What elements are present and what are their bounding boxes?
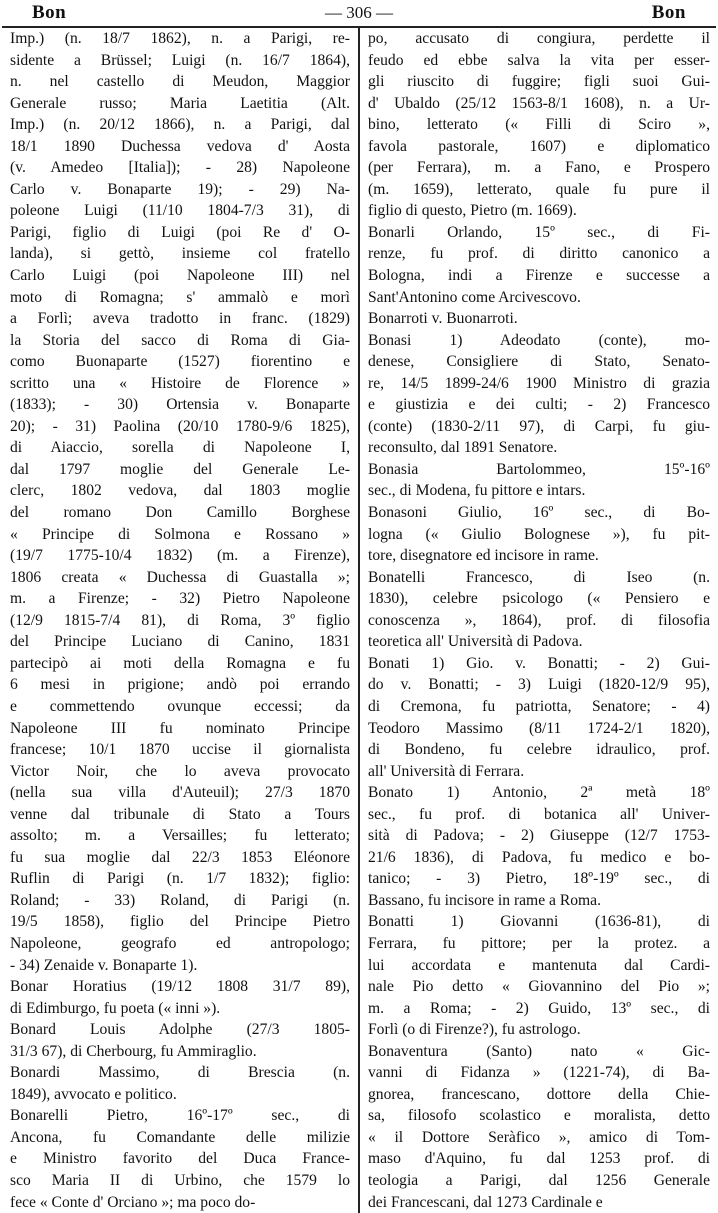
text-line: Bonard Louis Adolphe (27/3 1805- — [10, 1021, 350, 1039]
text-line: Bonarroti v. Buonarroti. — [368, 310, 518, 328]
text-line: (v. Amedeo [Italia]); - 28) Napoleone — [10, 159, 350, 177]
text-line: nale Pio detto « Giovannino del Pio »; — [368, 978, 710, 996]
text-line: favola pastorale, 1607) e diplomatico — [368, 137, 710, 155]
text-line: figlio di questo, Pietro (m. 1669). — [368, 202, 577, 220]
text-line: « Principe di Solmona e Rossano » — [10, 525, 350, 543]
text-line: assolto; m. a Versailles; fu letterato; — [10, 827, 350, 845]
text-line: 6 mesi in prigione; andò poi errando — [10, 676, 350, 694]
text-line: moto di Romagna; s' ammalò e morì — [10, 288, 350, 306]
text-line: sa, filosofo scolastico e moralista, detto — [368, 1107, 710, 1125]
text-line: 1806 creata « Duchessa di Guastalla »; — [10, 568, 350, 586]
text-line: renze, fu prof. di diritto canonico a — [368, 245, 710, 263]
text-line: partecipò ai moti della Romagna e fu — [10, 654, 350, 672]
text-line: di Edimburgo, fu poeta (« inni »). — [10, 999, 221, 1017]
two-column-body — [10, 28, 712, 1213]
text-line: (per Ferrara), m. a Fano, e Prospero — [368, 159, 710, 177]
text-line: tore, disegnatore ed incisore in rame. — [368, 547, 599, 565]
text-line: scritto una « Histoire de Florence » — [10, 374, 350, 392]
text-line: la Storia del sacco di Roma di Gia- — [10, 331, 350, 349]
text-line: bino, letterato (« Filli di Sciro », — [368, 116, 710, 134]
text-line: sec., fu prof. di botanica all' Univer- — [368, 805, 710, 823]
text-line: teologia a Parigi, dal 1256 Generale — [368, 1171, 710, 1189]
right-column — [360, 28, 710, 1213]
running-header — [2, 0, 716, 28]
page-number: — 306 — — [325, 3, 393, 22]
text-line: Ruflin di Parigi (n. 1/7 1832); figlio: — [10, 870, 350, 888]
text-line: Parigi, figlio di Luigi (poi Re d' O- — [10, 223, 350, 241]
text-line: Bonato 1) Antonio, 2ª metà 18º — [368, 784, 710, 802]
text-line: Ancona, fu Comandante delle milizie — [10, 1128, 350, 1146]
text-line: Ferrara, fu pittore; per la protez. a — [368, 934, 710, 952]
text-line: Bonati 1) Gio. v. Bonatti; - 2) Gui- — [368, 654, 710, 672]
text-line: Bonasi 1) Adeodato (conte), mo- — [368, 331, 710, 349]
text-line: Bonatti 1) Giovanni (1636-81), di — [368, 913, 710, 931]
text-line: landa), si gettò, insieme col fratello — [10, 245, 350, 263]
text-line: all' Università di Ferrara. — [368, 762, 525, 780]
text-line: fece « Conte d' Orciano »; ma poco do- — [10, 1193, 256, 1211]
text-line: Roland; - 33) Roland, di Parigi (n. — [10, 891, 350, 909]
text-line: Carlo Luigi (poi Napoleone III) nel — [10, 267, 350, 285]
text-line: feudo ed ebbe salva la vita per esser- — [368, 51, 710, 69]
text-line: sidente a Brüssel; Luigi (n. 16/7 1864), — [10, 51, 350, 69]
left-running-headword: Bon — [32, 2, 67, 23]
text-line: Napoleone III fu nominato Principe — [10, 719, 350, 737]
text-line: (nella sua villa d'Auteuil); 27/3 1870 — [10, 784, 350, 802]
text-line: (1833); - 30) Ortensia v. Bonaparte — [10, 396, 350, 414]
text-line: Bonarelli Pietro, 16º-17º sec., di — [10, 1107, 350, 1125]
text-line: gli riuscito di fuggire; figli suoi Gui- — [368, 73, 710, 91]
text-line: e giustizia e dei culti; - 2) Francesco — [368, 396, 710, 414]
text-line: Napoleone, geografo ed antropologo; — [10, 934, 350, 952]
text-line: vanni di Fidanza » (1221-74), di Ba- — [368, 1064, 710, 1082]
text-line: Bonardi Massimo, di Brescia (n. — [10, 1064, 350, 1082]
text-line: di Cremona, fu patriotta, Senatore; - 4) — [368, 697, 710, 715]
text-line: 21/6 1836), di Padova, fu medico e bo- — [368, 848, 710, 866]
text-line: francese; 10/1 1870 uccise il giornalista — [10, 741, 350, 759]
text-line: 1830), celebre psicologo (« Pensiero e — [368, 590, 710, 608]
text-line: Bassano, fu incisore in rame a Roma. — [368, 891, 601, 909]
text-line: 31/3 67), di Cherbourg, fu Ammiraglio. — [10, 1042, 257, 1060]
text-line: reconsulto, dal 1891 Senatore. — [368, 439, 558, 457]
text-line: dal 1797 moglie del Generale Le- — [10, 460, 350, 478]
text-line: clerc, 1802 vedova, dal 1803 moglie — [10, 482, 350, 500]
text-line: Bonar Horatius (19/12 1808 31/7 89), — [10, 978, 350, 996]
text-line: logna (« Giulio Bolognese »), fu pit- — [368, 525, 710, 543]
text-line: Victor Noir, che lo aveva provocato — [10, 762, 350, 780]
text-line: Bonatelli Francesco, di Iseo (n. — [368, 568, 710, 586]
text-line: Teodoro Massimo (8/11 1724-2/1 1820), — [368, 719, 710, 737]
text-line: 19/5 1858), figlio del Principe Pietro — [10, 913, 350, 931]
text-line: m. a Firenze; - 32) Pietro Napoleone — [10, 590, 350, 608]
text-line: - 34) Zenaide v. Bonaparte 1). — [10, 956, 198, 974]
text-line: (m. 1659), letterato, quale fu pure il — [368, 180, 710, 198]
text-line: Imp.) (n. 18/7 1862), n. a Parigi, re- — [10, 30, 350, 47]
text-line: como Buonaparte (1527) fiorentino e — [10, 353, 350, 371]
text-line: Bologna, indi a Firenze e successe a — [368, 267, 710, 285]
text-line: 1849), avvocato e politico. — [10, 1085, 177, 1103]
text-line: 18/1 1890 Duchessa vedova d' Aosta — [10, 137, 350, 155]
text-line: Bonasoni Giulio, 16º sec., di Bo- — [368, 504, 710, 522]
text-line: do v. Bonatti; - 3) Luigi (1820-12/9 95), — [368, 676, 710, 694]
text-line: n. nel castello di Meudon, Maggior — [10, 73, 350, 91]
text-line: e Ministro favorito del Duca France- — [10, 1150, 350, 1168]
text-line: Bonarli Orlando, 15º sec., di Fi- — [368, 223, 710, 241]
text-line: e commettendo ovunque eccessi; da — [10, 697, 350, 715]
text-line: Imp.) (n. 20/12 1866), n. a Parigi, dal — [10, 116, 350, 134]
text-line: m. a Roma; - 2) Guido, 13º sec., di — [368, 999, 710, 1017]
text-line: (conte) (1830-2/11 97), di Carpi, fu giu- — [368, 417, 710, 435]
text-line: Carlo v. Bonaparte 19); - 29) Na- — [10, 180, 350, 198]
text-line: po, accusato di congiura, perdette il — [368, 30, 710, 47]
text-line: di Aiaccio, sorella di Napoleone I, — [10, 439, 350, 457]
text-line: re, 14/5 1899-24/6 1900 Ministro di grazia — [368, 374, 710, 392]
text-line: Forlì (o di Firenze?), fu astrologo. — [368, 1021, 581, 1039]
text-line: Bonasia Bartolommeo, 15º-16º — [368, 460, 710, 478]
text-line: a Forlì; aveva tradotto in franc. (1829) — [10, 310, 350, 328]
text-line: sec., di Modena, fu pittore e intars. — [368, 482, 586, 500]
text-line: gnorea, francescano, dottore della Chie- — [368, 1085, 710, 1103]
text-line: di Bondeno, fu celebre idraulico, prof. — [368, 741, 710, 759]
text-line: del romano Don Camillo Borghese — [10, 504, 350, 522]
text-line: « il Dottore Seràfico », amico di Tom- — [368, 1128, 710, 1146]
text-line: Bonaventura (Santo) nato « Gic- — [368, 1042, 710, 1060]
right-running-headword: Bon — [651, 2, 686, 23]
text-line: lui accordata e mantenuta dal Cardi- — [368, 956, 710, 974]
text-line: dei Francescani, dal 1273 Cardinale e — [368, 1193, 603, 1211]
text-line: sità di Padova; - 2) Giuseppe (12/7 1753- — [368, 827, 710, 845]
text-line: fu sua moglie dal 22/3 1853 Eléonore — [10, 848, 350, 866]
text-line: conoscenza », 1864), prof. di filosofia — [368, 611, 710, 629]
text-line: teoretica all' Università di Padova. — [368, 633, 583, 651]
text-line: denese, Consigliere di Stato, Senato- — [368, 353, 710, 371]
text-line: Generale russo; Maria Laetitia (Alt. — [10, 94, 350, 112]
text-line: d' Ubaldo (25/12 1563-8/1 1608), n. a Ur- — [368, 94, 710, 112]
text-line: poleone Luigi (11/10 1804-7/3 31), di — [10, 202, 350, 220]
text-line: tanico; - 3) Pietro, 18º-19º sec., di — [368, 870, 710, 888]
text-line: (12/9 1815-7/4 81), di Roma, 3º figlio — [10, 611, 350, 629]
text-line: venne dal tribunale di Stato a Tours — [10, 805, 350, 823]
text-line: del Principe Luciano di Canino, 1831 — [10, 633, 350, 651]
text-line: 20); - 31) Paolina (20/10 1780-9/6 1825), — [10, 417, 350, 435]
left-column — [10, 28, 360, 1213]
text-line: (19/7 1775-10/4 1832) (m. a Firenze), — [10, 547, 350, 565]
text-line: sco Maria II di Urbino, che 1579 lo — [10, 1171, 350, 1189]
text-line: maso d'Aquino, fu dal 1253 prof. di — [368, 1150, 710, 1168]
text-line: Sant'Antonino come Arcivescovo. — [368, 288, 581, 306]
